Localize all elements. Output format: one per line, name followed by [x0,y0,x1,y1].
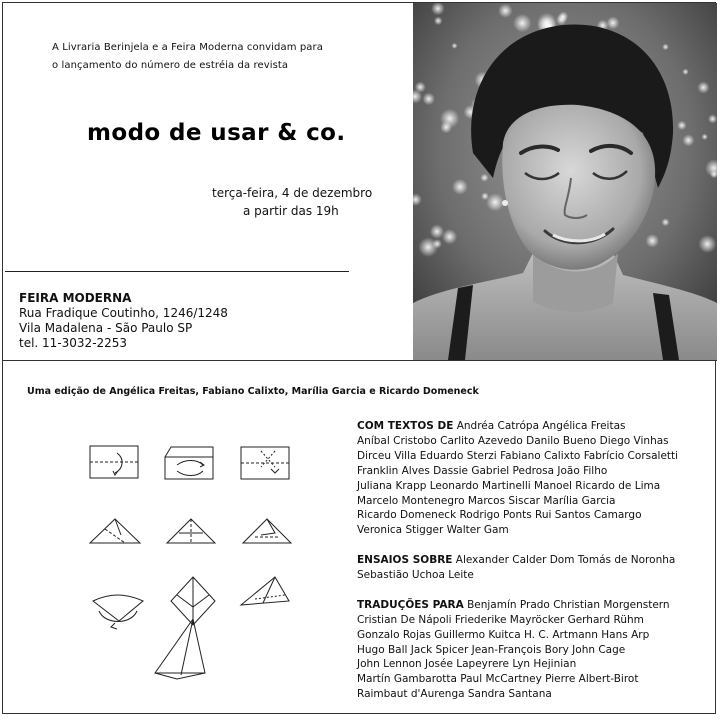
venue-city: Vila Madalena - São Paulo SP [19,321,193,335]
bokeh-dot [452,179,468,195]
bokeh-dot [422,93,435,106]
textos-line: Aníbal Cristobo Carlito Azevedo Danilo Bueno Diego Vinhas [357,434,669,447]
bokeh-dot [442,229,457,244]
textos-line: Marcelo Montenegro Marcos Siscar Marília Garcia [357,494,616,507]
fold-step-3 [241,447,289,479]
ensaios-line: Sebastião Uchoa Leite [357,569,474,582]
ensaios-label: ENSAIOS SOBRE [357,554,453,567]
textos-first-line: Andréa Catrópa Angélica Freitas [456,420,626,432]
traducoes-line: Cristian De Nápoli Friederike Mayröcker Gerhard Rühm [357,613,644,626]
bokeh-dot [498,4,512,18]
bokeh-dot [430,224,444,238]
ensaios-first-line: Alexander Calder Dom Tomás de Noronha [455,554,676,567]
fold-step-10 [155,619,205,679]
venue-name: FEIRA MODERNA [19,291,132,305]
editors-line: Uma edição de Angélica Freitas, Fabiano Calixto, Marília Garcia e Ricardo Domeneck [27,386,479,397]
magazine-title: modo de usar & co. [87,120,346,146]
invite-line-1: A Livraria Berinjela e a Feira Moderna convidam para [52,42,323,53]
fold-step-4 [90,519,140,543]
textos-line: Dirceu Villa Eduardo Sterzi Fabiano Calixto Fabrício Corsaletti [357,449,679,462]
bokeh-dot [452,43,458,49]
bokeh-dot [677,121,686,130]
traducoes-label: TRADUÇÕES PARA [357,598,464,611]
event-time: a partir das 19h [243,204,339,218]
traducoes-line: John Lennon Josée Lapeyrere Lyn Hejinian [357,658,577,671]
traducoes-first-line: Benjamín Prado Christian Morgenstern [467,598,670,611]
traducoes-line: Raimbaut d'Aurenga Sandra Santana [357,688,552,701]
bokeh-dot [556,14,567,25]
bokeh-dot [646,234,660,248]
portrait-photo [413,3,717,360]
ensaios-block [357,553,697,583]
invite-line-2: o lançamento do número de estréia da revista [52,60,289,71]
bokeh-dot [433,239,442,248]
traducoes-block [357,598,697,702]
fold-step-5 [167,519,215,543]
bokeh-dot [662,218,670,226]
traducoes-line: Gonzalo Rojas Guillermo Kuitca H. C. Artmann Hans Arp [357,628,650,641]
credits-list [357,419,697,717]
textos-line: Veronica Stigger Walter Gam [357,524,509,537]
textos-line: Juliana Krapp Leonardo Martinelli Manoel Ricardo de Lima [357,479,661,492]
venue-phone: tel. 11-3032-2253 [19,336,128,350]
fold-step-6 [243,519,291,543]
bokeh-dot [702,134,708,140]
fold-step-8 [171,577,215,625]
bokeh-dot [606,16,619,29]
header-band [3,3,717,361]
invitation-card [2,2,716,714]
textos-line: Ricardo Domeneck Rodrigo Ponts Rui Santos Camargo [357,509,642,522]
bokeh-dot [682,69,688,75]
divider-rule [5,271,349,272]
origami-fold-diagram-icon [85,443,305,693]
textos-line: Franklin Alves Dassie Gabriel Pedrosa João Filho [357,464,608,477]
bokeh-dot [708,114,717,123]
traducoes-line: Martín Gambarotta Paul McCartney Pierre Albert-Birot [357,673,639,686]
bokeh-dot [480,174,488,182]
fold-step-9 [241,577,289,605]
bokeh-dot [440,121,452,133]
event-date: terça-feira, 4 de dezembro [212,186,373,200]
traducoes-line: Hugo Ball Jack Spicer Jean-François Bory John Cage [357,643,626,656]
bokeh-dot [682,134,694,146]
bokeh-dot [698,235,716,253]
bokeh-dot [513,14,531,32]
venue-street: Rua Fradique Coutinho, 1246/1248 [19,306,228,320]
bokeh-dot [434,17,443,26]
fold-step-7 [93,595,143,629]
fold-step-1 [90,446,138,478]
bokeh-dot [662,44,669,51]
bokeh-dot [486,193,504,211]
fold-step-2 [165,447,213,479]
bokeh-dot [697,81,709,93]
textos-block [357,419,697,538]
textos-label: COM TEXTOS DE [357,420,454,432]
